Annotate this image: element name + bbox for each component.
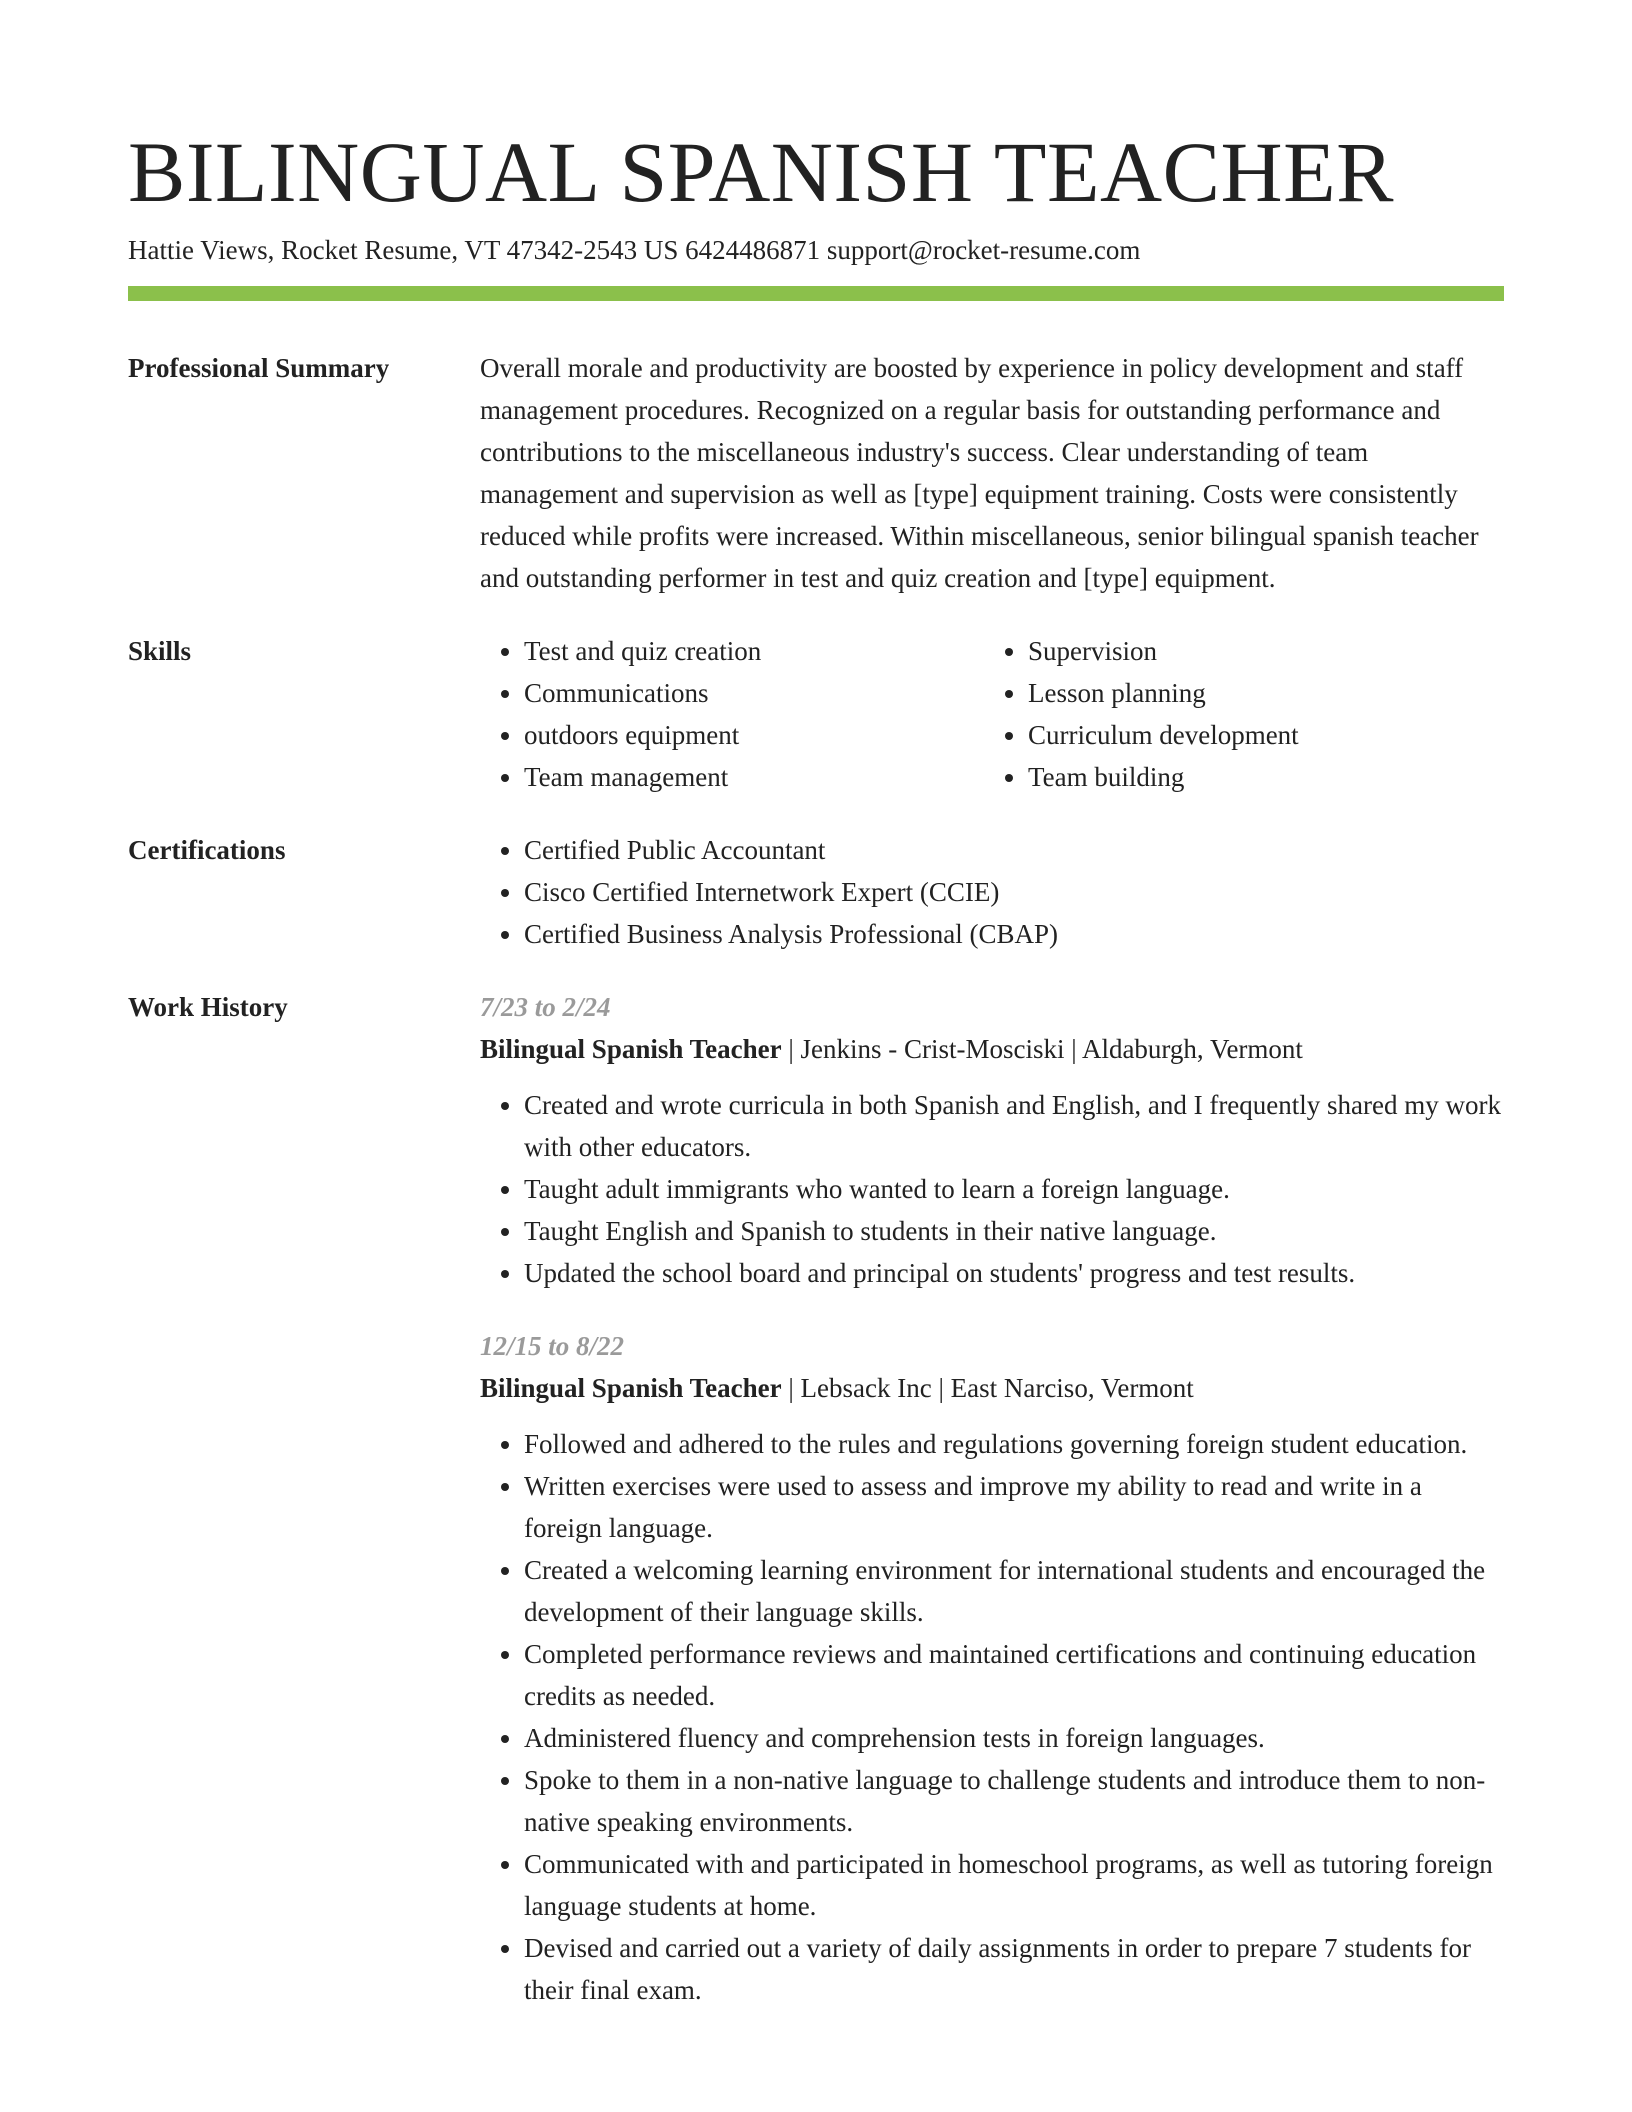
job-title: Bilingual Spanish Teacher [480, 1034, 782, 1064]
job-entry [480, 1325, 1504, 2011]
job-bullets [480, 1423, 1504, 2011]
job-bullet: • Written exercises were used to assess and improve my ability to read and write in a foreign language. [524, 1465, 1504, 1549]
job-title: Bilingual Spanish Teacher [480, 1373, 782, 1403]
summary-text: Overall morale and productivity are boosted by experience in policy development and staff management procedures. Recognized on a regular basis for outstanding performance and contributions to the miscellaneous industry's success. Clear understanding of team management and supervision as well as [type] equipment training. Costs were consistently reduced while profits were increased. Within miscellaneous, senior bilingual spanish teacher and outstanding performer in test and quiz creation and [type] equipment. [480, 353, 1479, 593]
job-employer: | Jenkins - Crist-Mosciski | Aldaburgh, Vermont [781, 1034, 1303, 1064]
job-bullet: • Administered fluency and comprehension tests in foreign languages. [524, 1717, 1504, 1759]
job-bullet: • Followed and adhered to the rules and regulations governing foreign student education. [524, 1423, 1504, 1465]
certifications-list [480, 829, 1504, 955]
job-bullet: • Created and wrote curricula in both Spanish and English, and I frequently shared my work with other educators. [524, 1084, 1504, 1168]
job-bullet: • Created a welcoming learning environment for international students and encouraged the development of their language skills. [524, 1549, 1504, 1633]
skill-item: • Test and quiz creation [524, 630, 984, 672]
work-history-list [480, 986, 1504, 2011]
certification-item: • Certified Public Accountant [524, 829, 1504, 871]
job-bullet: • Communicated with and participated in homeschool programs, as well as tutoring foreign language students at home. [524, 1843, 1504, 1927]
skills-section [128, 630, 1504, 798]
work-history-section [128, 986, 1504, 2011]
certification-item: • Certified Business Analysis Professional (CBAP) [524, 913, 1504, 955]
job-heading [480, 1367, 1504, 1409]
summary-section [128, 347, 1504, 599]
contact-line: Hattie Views, Rocket Resume, VT 47342-2543 US 6424486871 support@rocket-resume.com [128, 235, 1141, 265]
skill-item: • Team building [1028, 756, 1548, 798]
certification-item: • Cisco Certified Internetwork Expert (CCIE) [524, 871, 1504, 913]
skill-item: • Supervision [1028, 630, 1548, 672]
skills-heading: Skills [128, 636, 192, 666]
skill-item: • Communications [524, 672, 984, 714]
header-divider [128, 286, 1504, 301]
job-dates: 7/23 to 2/24 [480, 992, 611, 1022]
summary-heading: Professional Summary [128, 353, 390, 383]
job-entry [480, 986, 1504, 1294]
job-bullet: • Completed performance reviews and maintained certifications and continuing education credits as needed. [524, 1633, 1504, 1717]
job-bullet: • Taught adult immigrants who wanted to learn a foreign language. [524, 1168, 1504, 1210]
job-bullets [480, 1084, 1504, 1294]
job-heading [480, 1028, 1504, 1070]
certifications-section [128, 829, 1504, 955]
job-bullet: • Taught English and Spanish to students in their native language. [524, 1210, 1504, 1252]
skills-list [480, 630, 1504, 798]
skill-item: • Curriculum development [1028, 714, 1548, 756]
job-bullet: • Updated the school board and principal on students' progress and test results. [524, 1252, 1504, 1294]
work-history-heading: Work History [128, 992, 288, 1022]
certifications-heading: Certifications [128, 835, 286, 865]
job-bullet: • Devised and carried out a variety of daily assignments in order to prepare 7 students for their final exam. [524, 1927, 1504, 2011]
job-bullet: • Spoke to them in a non-native language to challenge students and introduce them to non-native speaking environments. [524, 1759, 1504, 1843]
resume-page [128, 124, 1504, 2011]
skill-item: • outdoors equipment [524, 714, 984, 756]
skill-item: • Lesson planning [1028, 672, 1548, 714]
skills-column-2 [984, 630, 1548, 798]
skill-item: • Team management [524, 756, 984, 798]
skills-column-1 [480, 630, 984, 798]
page-title: BILINGUAL SPANISH TEACHER [128, 124, 1394, 220]
job-dates: 12/15 to 8/22 [480, 1331, 625, 1361]
job-employer: | Lebsack Inc | East Narciso, Vermont [781, 1373, 1194, 1403]
